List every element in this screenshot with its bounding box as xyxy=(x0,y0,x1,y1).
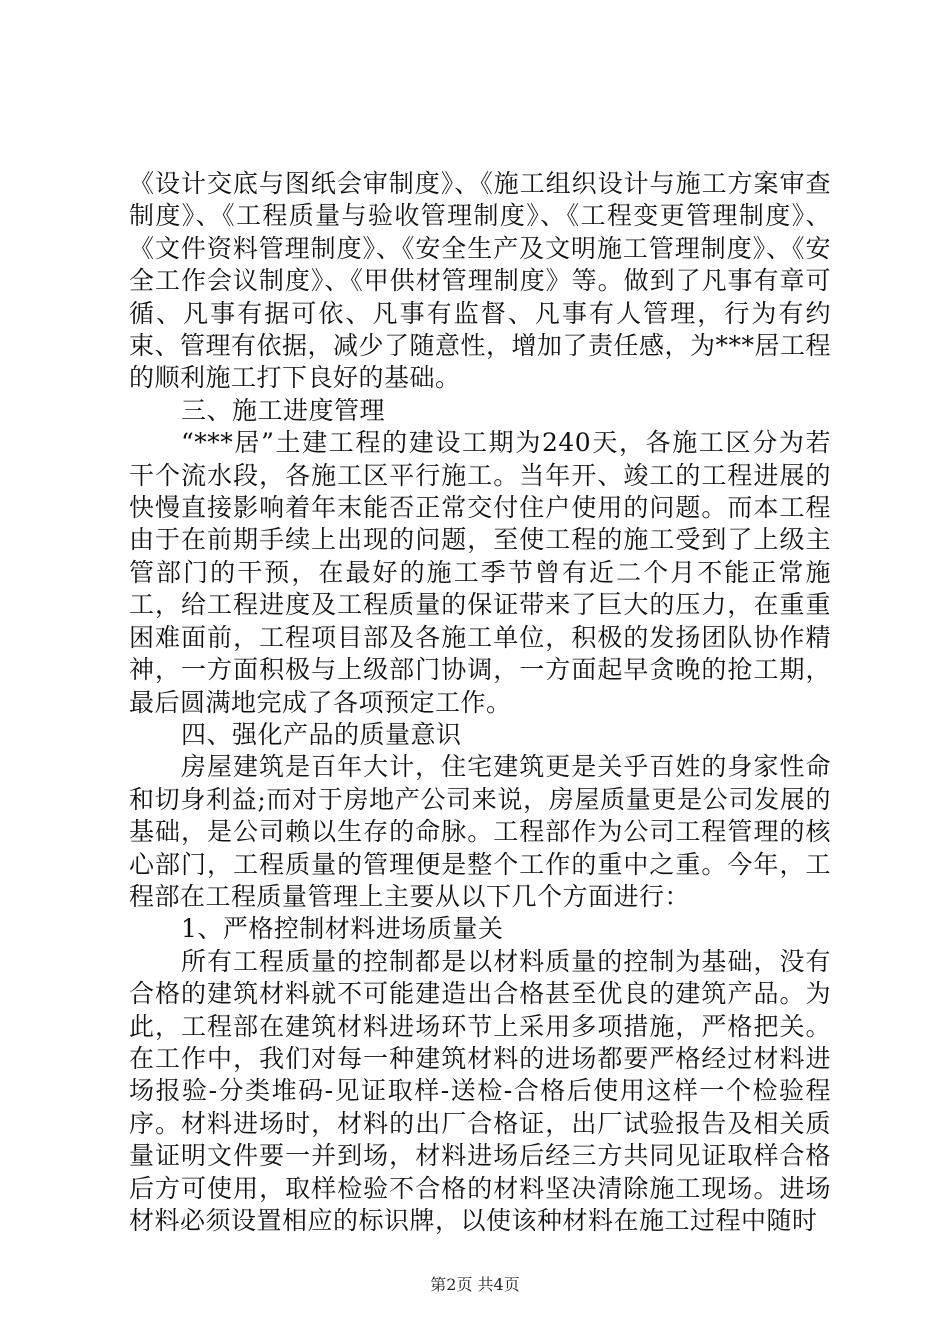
paragraph-materials: 所有工程质量的控制都是以材料质量的控制为基础，没有合格的建筑材料就不可能建造出合格甚至优良的建筑产品。为此，工程部在建筑材料进场环节上采用多项措施，严格把关。在工作中，我们对每一种建筑材料的进场都要严格经过材料进场报验-分类堆码-见证取样-送检-合格后使用这样一个检验程序。材料进场时，材料的出厂合格证，出厂试验报告及相关质量证明文件要一并到场，材料进场后经三方共同见证取样合格后方可使用，取样检验不合格的材料坚决清除施工现场。进场材料必须设置相应的标识牌，以使该种材料在施工过程中随时 xyxy=(129,946,831,1235)
paragraph-regulations-list: 《设计交底与图纸会审制度》、《施工组织设计与施工方案审查制度》、《工程质量与验收管理制度》、《工程变更管理制度》、《文件资料管理制度》、《安全生产及文明施工管理制度》、《安全工作会议制度》、《甲供材管理制度》等。做到了凡事有章可循、凡事有据可依、凡事有监督、凡事有人管理，行为有约束、管理有依据，减少了随意性，增加了责任感，为***居工程的顺利施工打下良好的基础。 xyxy=(129,169,832,393)
document-body xyxy=(129,168,831,1237)
page-footer: 第2页 共4页 xyxy=(430,1275,520,1294)
subsection-heading-materials: 1、严格控制材料进场质量关 xyxy=(181,914,504,944)
section-heading-schedule: 三、施工进度管理 xyxy=(181,395,386,425)
paragraph-quality: 房屋建筑是百年大计，住宅建筑更是关乎百姓的身家性命和切身利益;而对于房地产公司来说，房屋质量更是公司发展的基础，是公司赖以生存的命脉。工程部作为公司工程管理的核心部门，工程质量的管理便是整个工作的重中之重。今年，工程部在工程质量管理上主要从以下几个方面进行： xyxy=(129,752,831,911)
section-heading-quality: 四、强化产品的质量意识 xyxy=(181,719,462,749)
paragraph-schedule: “***居”土建工程的建设工期为240天，各施工区分为若干个流水段，各施工区平行施工。当年开、竣工的工程进展的快慢直接影响着年末能否正常交付住户使用的问题。而本工程由于在前期手续上出现的问题，至使工程的施工受到了上级主管部门的干预，在最好的施工季节曾有近二个月不能正常施工，给工程进度及工程质量的保证带来了巨大的压力，在重重困难面前，工程项目部及各施工单位，积极的发扬团队协作精神，一方面积极与上级部门协调，一方面起早贪晚的抢工期，最后圆满地完成了各项预定工作。 xyxy=(129,428,831,717)
